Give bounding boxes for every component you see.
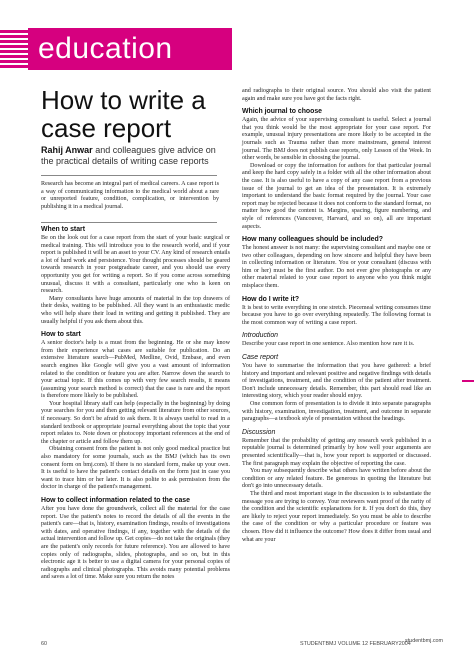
standfirst: [41, 145, 221, 167]
paragraph: After you have done the groundwork, collect all the material for the case report. Use the patient's notes to record the details of all the events in the patient's care—that is, history, examination findings, results of investigations with dates, and operative findings, if any, together with the details of the actual intervention and follow up. Get copies—do not take the originals (they are the patient's only records for future reference). You are allowed to have copies only of radiographs, slides, photographs, and so on, but in this electronic age it is better to use a digital camera for your personal copies of radiographs and clinical photographs. This avoids many potential problems and saves a lot of time. Make sure you return the notes: [41, 506, 230, 581]
section-banner: [0, 28, 232, 70]
intro-paragraph: Research has become an integral part of medical careers. A case report is a way of communicating information to the medical world about a rare or unreported feature, condition, complication, or intervention by publishing it in a medical journal.: [41, 181, 219, 210]
heading-how-do-i-write: How do I write it?: [242, 295, 300, 303]
paragraph: Be on the look out for a case report from the start of your basic surgical or medical training. This will introduce you to the research world, and if your report is published it will be an asset to your CV. Any kind of research entails a lot of hard work and persistence. Your thought processes should be geared towards research in your postgraduate career, and you should use every opportunity you get for writing a report. So if you come across something unusual, discuss it with a consultant, particularly one who is keen on research.: [41, 235, 230, 295]
heading-when-to-start: When to start: [41, 226, 86, 233]
divider: [41, 175, 217, 176]
issue-info: STUDENTBMJ VOLUME 12 FEBRUARY2004: [300, 641, 411, 647]
paragraph: Obtaining consent from the patient is not only good medical practice but also mandatory for some journals, such as the BMJ (which has its own consent form on bmj.com). If there is no standard form, make up your own. It is useful to have the patient's contact details on the form just in case you want to trace him or her later. It is also polite to ask permission from the doctor in charge of the patient's management.: [41, 446, 230, 491]
heading-how-many-colleagues: How many colleagues should be included?: [242, 236, 383, 244]
left-column: [41, 226, 230, 582]
paragraph: One common form of presentation is to divide it into separate paragraphs with history, examination, investigation, treatment, and outcome in separate paragraphs—a textbook style of presentation without the headings.: [242, 401, 431, 423]
paragraph: You have to summarise the information that you have gathered: a brief history and important and relevant positive and negative findings with details of investigations, treatment, and the condition of the patient after treatment. Don't include unnecessary details. Remember, this part should read like an interesting story, which your reader should enjoy.: [242, 363, 431, 400]
paragraph: It is best to write everything in one stretch. Piecemeal writing consumes time because you have to go over everything repeatedly. The following format is the most common way of writing a case report.: [242, 304, 431, 326]
standfirst-text: and colleagues give advice on the practical details of writing case reports: [41, 145, 216, 166]
page-number: 60: [41, 641, 47, 647]
author-name: Rahij Anwar: [41, 145, 93, 155]
section-label: education: [38, 32, 173, 65]
paragraph: Many consultants have huge amounts of material in the top drawers of their desks, waiting to be published. All they want is an enthusiastic medic who will help share their load in writing and getting it published. They are usually helpful if you ask them about this.: [41, 295, 230, 325]
title-line-1: How to write a: [41, 85, 206, 115]
divider: [41, 222, 217, 223]
paragraph: A senior doctor's help is a must from the beginning. He or she may know from their experience what cases are suitable for publication. Do an extensive literature search—PubMed, Medline, Ovid, Embase, and even search engines like Google will give you a vast amount of information related to the condition or feature you are after. Narrow down the search to your actual topic. If this comes up with very few search results, it means (assuming your search method is correct) that the case is rare and the report is therefore more likely to be published.: [41, 340, 230, 400]
paragraph: Again, the advice of your supervising consultant is useful. Select a journal that you think would be the most appropriate for your case report. For example, unusual injury presentations are more likely to be accepted in the journals such as Trauma rather than more mainstream, general interest journal. The BMJ does not publish case reports, only Lesson of the Week. In other words, be sensible in choosing the journal.: [242, 117, 431, 162]
paragraph: and radiographs to their original source. You should also visit the patient again and make sure you have got the facts right.: [242, 88, 431, 102]
subheading-case-report: Case report: [242, 354, 279, 362]
site-name: studentbmj.com: [405, 638, 444, 644]
heading-collect-information: How to collect information related to the case: [41, 497, 190, 504]
paragraph: Download or copy the information for authors for that particular journal and keep the hard copy safely in a folder with all the other information about the case. It is also useful to have a copy of any case report from a previous issue of the journal to get an idea of the presentation. It is extremely important to understand the basic format required by the journal. Your case report may be rejected because it does not conform to the standard format, no matter how good the content is. Margins, spacing, figure numbering, and style of references (Vancouver, Harvard, and so on), all are important aspects.: [242, 162, 431, 230]
article-title: [41, 86, 206, 142]
paragraph: The honest answer is not many: the supervising consultant and maybe one or two other colleagues, depending on how sincere and helpful they have been in collecting information or literature. You or your consultant (discuss with him or her) must be the first author. Do not ever give photographs or any other material related to your case report to anyone who you think might misplace them.: [242, 245, 431, 290]
heading-how-to-start: How to start: [41, 331, 81, 339]
heading-which-journal: Which journal to choose: [242, 108, 323, 116]
paragraph: Remember that the probability of getting any research work published in a reputable journal is determined primarily by how well your arguments are presented scientifically—that is, how your report is supported or discussed. The first paragraph may explain the objective of reporting the case.: [242, 437, 431, 467]
paragraph: Describe your case report in one sentence. Also mention how rare it is.: [242, 341, 415, 348]
subheading-introduction: Introduction: [242, 332, 279, 340]
banner-stripes: [0, 28, 28, 70]
subheading-discussion: Discussion: [242, 428, 276, 436]
paragraph: You may subsequently describe what others have written before about the condition or any related feature. Be generous in quoting the literature but don't go into unnecessary details.: [242, 468, 431, 490]
paragraph: Your hospital library staff can help (especially in the beginning) by doing your searches for you and then getting relevant literature from other sources, if necessary. So don't be afraid to ask them. It is always useful to read in a standard textbook or appropriate journal everything about the topic that your report relates to. Note down or photocopy important references at the end of the chapter or article and follow them up.: [41, 400, 230, 445]
right-column: [242, 88, 431, 544]
margin-marker: [462, 380, 474, 382]
paragraph: The third and most important stage in the discussion is to substantiate the message you are trying to convey. Your reviewers want proof of the rarity of the condition and the scientific explanations for it. If you don't do this, they are likely to reject your report immediately. So you must be able to describe the case of the condition or why a particular procedure or feature was chosen. How did it influence the outcome? How does it differ from usual and what are your: [242, 490, 431, 543]
title-line-2: case report: [41, 113, 172, 143]
